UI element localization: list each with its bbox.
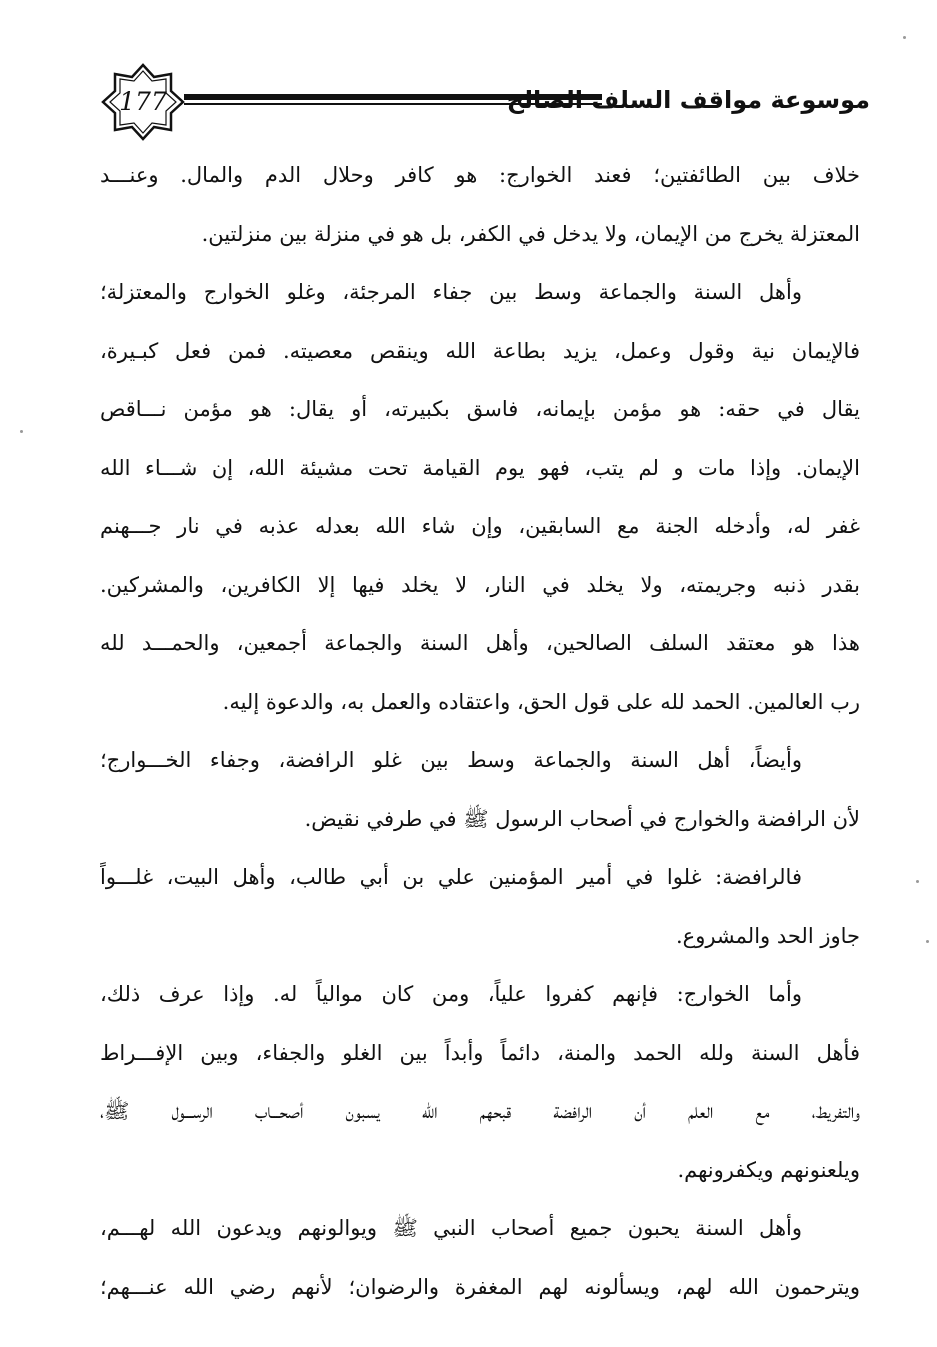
text-line: ويترحمون الله لهم، ويسألونه لهم المغفرة والرضوان؛ لأنهم رضي الله عنـــهم؛: [100, 1274, 860, 1299]
text-line: بقدر ذنبه وجريمته، ولا يخلد في النار، لا يخلد فيها إلا الكافرين، والمشركين.: [100, 572, 860, 597]
book-title: موسوعة مواقف السلف الصالح: [506, 86, 870, 114]
text-line: جاوز الحد والمشروع.: [675, 923, 860, 948]
text-line: يقال في حقه: هو مؤمن بإيمانه، فاسق بكبيرته، أو يقال: هو مؤمن نـــاقص: [100, 397, 860, 421]
text-line: المعتزلة يخرج من الإيمان، ولا يدخل في الكفر، بل هو في منزلة بين منزلتين.: [201, 221, 860, 246]
scan-speck: [20, 430, 23, 433]
text-line: فأهل السنة ولله الحمد والمنة، دائماً وأبداً بين الغلو والجفاء، وبين الإفـــراط: [100, 1040, 860, 1065]
text-line: رب العالمين. الحمد لله على قول الحق، واعتقاده والعمل به، والدعوة إليه.: [222, 689, 860, 714]
text-line: ويلعنونهم ويكفرونهم.: [677, 1157, 860, 1182]
text-line: هذا هو معتقد السلف الصالحين، وأهل السنة والجماعة أجمعين، والحمـــد لله: [100, 631, 860, 655]
text-line: وأيضاً، أهل السنة والجماعة وسط بين غلو الرافضة، وجفاء الخـــوارج؛: [100, 748, 802, 772]
text-line: وأهل السنة يحبون جميع أصحاب النبي ﷺ ويوالونهم ويدعون الله لهـــم،: [100, 1216, 802, 1240]
scan-speck: [926, 940, 929, 943]
page-number-badge: [100, 62, 186, 142]
text-line: فالرافضة: غلوا في أمير المؤمنين علي بن أبي طالب، وأهل البيت، غلـــواً: [100, 865, 802, 889]
text-line: غفر له، وأدخله الجنة مع السابقين، وإن شاء الله بعدله عذبه في نار جـــهنم: [100, 514, 860, 538]
text-line: الإيمان. وإذا مات و لم يتب، فهو يوم القيامة تحت مشيئة الله، إن شـــاء الله: [100, 455, 860, 480]
page-number: 177: [119, 87, 167, 116]
scan-speck: [903, 36, 906, 39]
scan-speck: [916, 880, 919, 883]
text-line: خلاف بين الطائفتين؛ فعند الخوارج: هو كافر وحلال الدم والمال. وعنـــد: [100, 163, 860, 187]
text-line: وأهل السنة والجماعة وسط بين جفاء المرجئة، وغلو الخوارج والمعتزلة؛: [100, 280, 802, 304]
body-text: [100, 146, 860, 1316]
text-line: والتفريط، مع العلم أن الرافضة قبحهم الله يسبون أصحـــاب الرســـول ﷺ،: [100, 1099, 860, 1123]
text-line: لأن الرافضة والخوارج في أصحاب الرسول ﷺ في طرفي نقيض.: [304, 806, 860, 831]
page-header: [100, 62, 870, 142]
text-line: فالإيمان نية وقول وعمل، يزيد بطاعة الله وينقص معصيته. فمن فعل كبـيرة،: [100, 338, 860, 363]
text-line: وأما الخوارج: فإنهم كفروا علياً، ومن كان موالياً له. وإذا عرف ذلك،: [100, 982, 802, 1006]
